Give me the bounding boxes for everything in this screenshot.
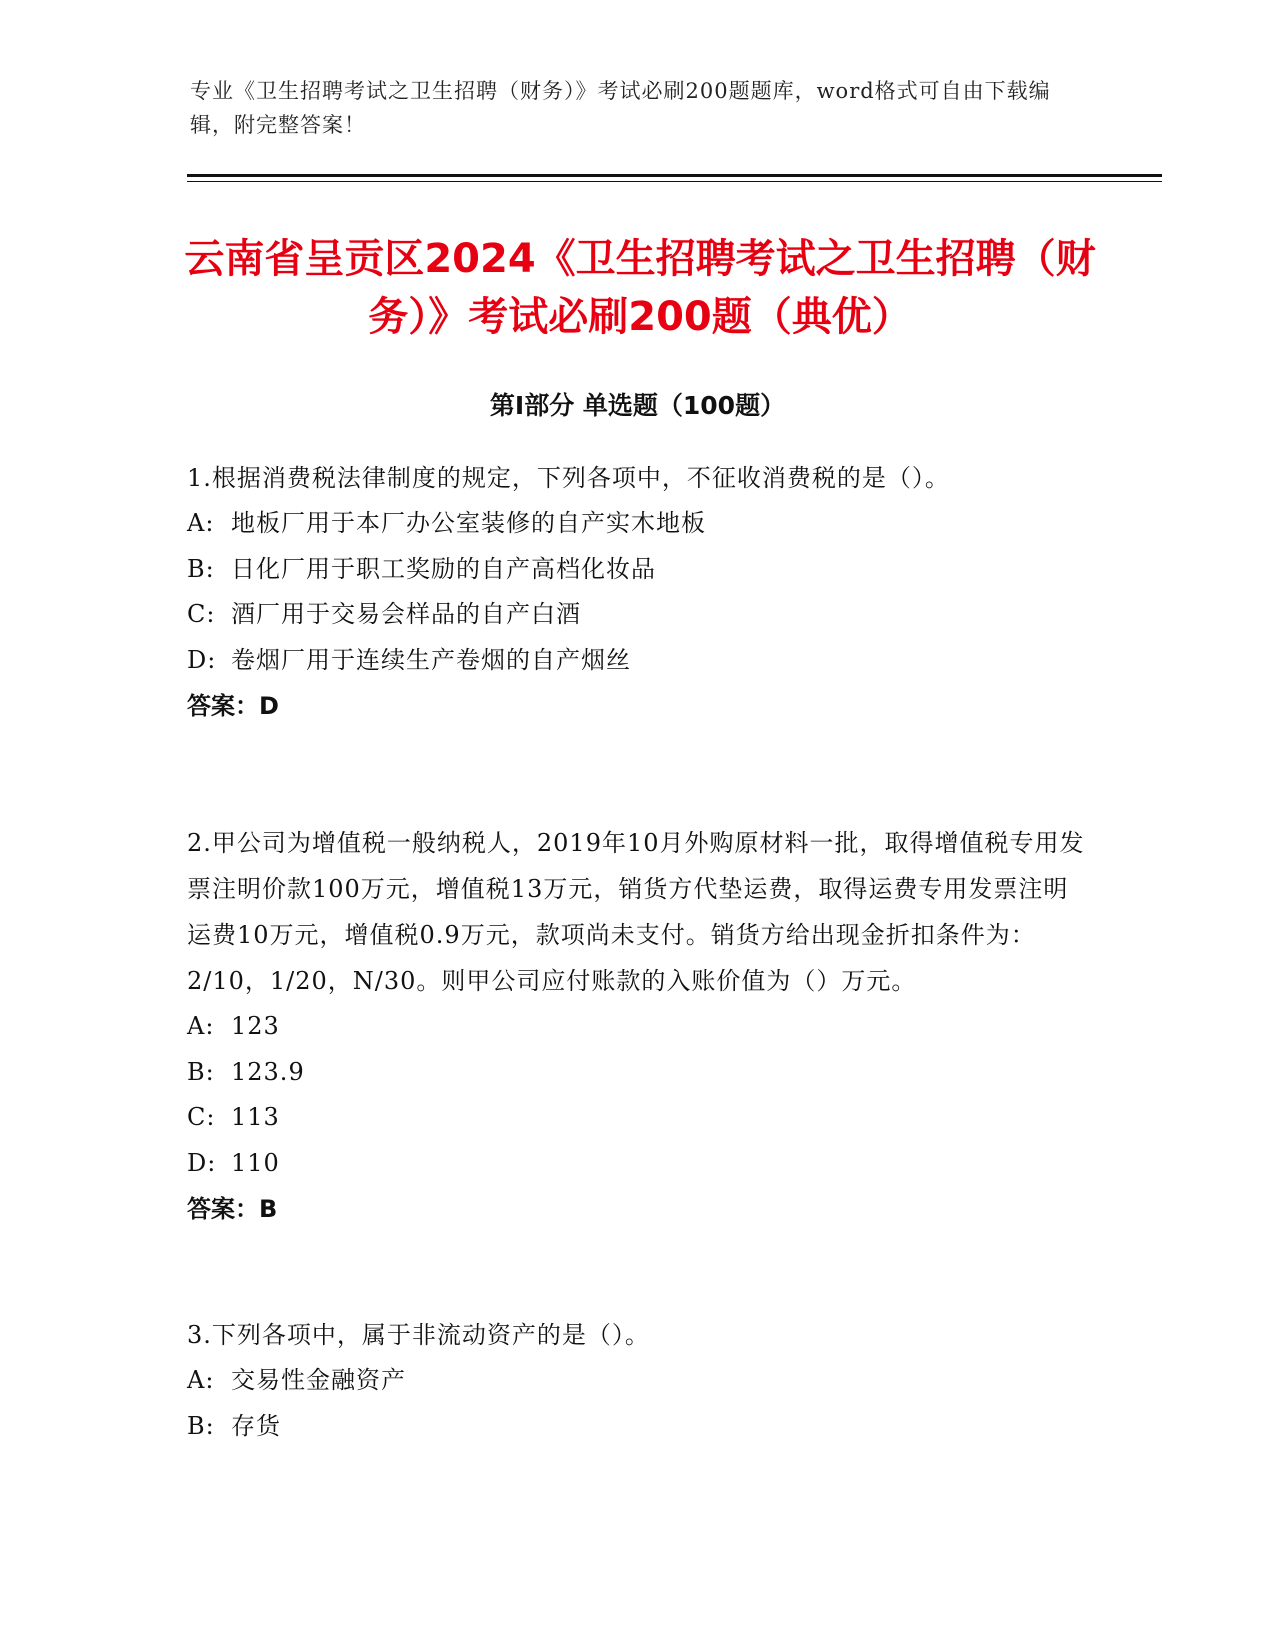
option-text: 交易性金融资产 xyxy=(231,1366,406,1394)
option-key: D: xyxy=(187,1148,217,1177)
option-c xyxy=(187,1095,1087,1141)
header-note: 专业《卫生招聘考试之卫生招聘（财务）》考试必刷200题题库，word格式可自由下载编辑，附完整答案！ xyxy=(190,79,1051,137)
option-key: A: xyxy=(187,1366,215,1394)
question-2 xyxy=(187,820,1087,1232)
option-d xyxy=(187,638,1087,684)
document-title: 云南省呈贡区2024《卫生招聘考试之卫生招聘（财务）》考试必刷200题（典优） xyxy=(184,236,1096,340)
option-key: B: xyxy=(187,1411,215,1440)
answer-line: 答案：B xyxy=(187,1195,278,1223)
option-key: B: xyxy=(187,554,215,583)
option-text: 123.9 xyxy=(231,1057,305,1086)
option-b xyxy=(187,1404,1087,1450)
option-key: C: xyxy=(187,1103,216,1131)
option-text: 123 xyxy=(231,1012,280,1040)
option-text: 日化厂用于职工奖励的自产高档化妆品 xyxy=(231,554,656,583)
option-text: 地板厂用于本厂办公室装修的自产实木地板 xyxy=(231,509,706,537)
option-text: 卷烟厂用于连续生产卷烟的自产烟丝 xyxy=(231,645,631,674)
option-text: 酒厂用于交易会样品的自产白酒 xyxy=(231,600,581,628)
option-d xyxy=(187,1141,1087,1187)
option-key: A: xyxy=(187,509,215,537)
header-rule-thin xyxy=(187,181,1162,182)
option-c xyxy=(187,592,1087,638)
option-key: D: xyxy=(187,645,217,674)
section-title: 第Ⅰ部分 单选题（100题） xyxy=(489,391,786,420)
answer-line: 答案：D xyxy=(187,692,279,720)
question-1 xyxy=(187,455,1087,729)
option-text: 113 xyxy=(231,1103,280,1131)
option-key: A: xyxy=(187,1012,215,1040)
question-stem: 2.甲公司为增值税一般纳税人，2019年10月外购原材料一批，取得增值税专用发票注明价款100万元，增值税13万元，销货方代垫运费，取得运费专用发票注明运费10万元，增值税0.9万元，款项尚未支付。销货方给出现金折扣条件为：2/10，1/20，N/30。则甲公司应付账款的入账价值为（）万元。 xyxy=(187,829,1085,995)
question-3 xyxy=(187,1312,1087,1449)
option-b xyxy=(187,1050,1087,1096)
option-text: 110 xyxy=(231,1148,280,1177)
question-stem: 1.根据消费税法律制度的规定，下列各项中，不征收消费税的是（）。 xyxy=(187,464,950,492)
header-rule-thick xyxy=(187,174,1162,177)
option-a xyxy=(187,1004,1087,1050)
option-a xyxy=(187,1358,1087,1404)
option-text: 存货 xyxy=(231,1411,281,1440)
question-stem: 3.下列各项中，属于非流动资产的是（）。 xyxy=(187,1321,650,1349)
option-key: B: xyxy=(187,1057,215,1086)
option-a xyxy=(187,501,1087,547)
option-b xyxy=(187,547,1087,593)
option-key: C: xyxy=(187,600,216,628)
